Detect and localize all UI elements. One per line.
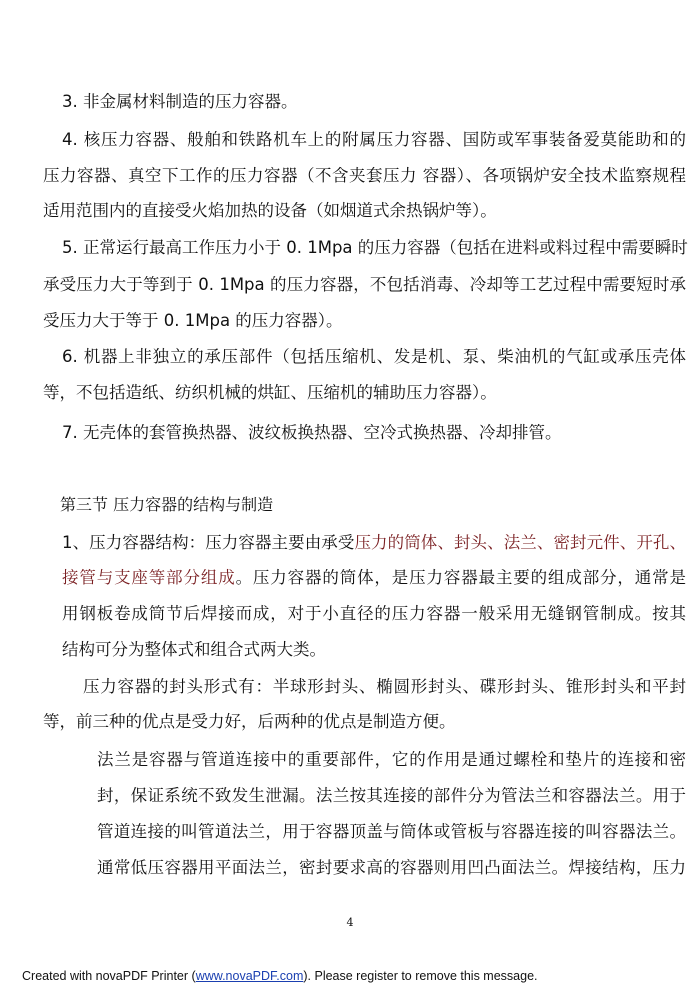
footer-text: Created with novaPDF Printer ( bbox=[22, 969, 196, 983]
list-item-5-line: 承受压力大于等到于 0. 1Mpa 的压力容器，不包括消毒、冷却等工艺过程中需要短时承 bbox=[43, 275, 686, 294]
list-item-3: 3. 非金属材料制造的压力容器。 bbox=[62, 92, 298, 111]
highlighted-text: 接管与支座等部分组成 bbox=[62, 568, 236, 587]
footer-text: ). Please register to remove this message. bbox=[303, 969, 538, 983]
list-item-6-line: 6. 机器上非独立的承压部件（包括压缩机、发是机、泵、柴油机的气缸或承压壳体 bbox=[62, 347, 686, 366]
paragraph-flange-line: 管道连接的叫管道法兰，用于容器顶盖与筒体或管板与容器连接的叫容器法兰。 bbox=[97, 822, 686, 841]
paragraph-flange-line: 通常低压容器用平面法兰，密封要求高的容器则用凹凸面法兰。焊接结构，压力 bbox=[97, 858, 686, 877]
section-heading: 第三节 压力容器的结构与制造 bbox=[60, 495, 274, 514]
list-item-4-line: 适用范围内的直接受火焰加热的设备（如烟道式余热锅炉等）。 bbox=[43, 201, 497, 220]
paragraph-flange-line: 法兰是容器与管道连接中的重要部件，它的作用是通过螺栓和垫片的连接和密 bbox=[97, 750, 686, 769]
list-item-6-line: 等，不包括造纸、纺织机械的烘缸、压缩机的辅助压力容器）。 bbox=[43, 383, 497, 402]
paragraph-heads-line: 压力容器的封头形式有：半球形封头、椭圆形封头、碟形封头、锥形封头和平封 bbox=[83, 677, 686, 696]
paragraph-structure-line: 用钢板卷成筒节后焊接而成，对于小直径的压力容器一般采用无缝钢管制成。按其 bbox=[62, 604, 686, 623]
page-number: 4 bbox=[346, 916, 354, 929]
text: 。压力容器的筒体，是压力容器最主要的组成部分，通常是 bbox=[235, 568, 687, 587]
paragraph-flange-line: 封，保证系统不致发生泄漏。法兰按其连接的部件分为管法兰和容器法兰。用于 bbox=[97, 786, 686, 805]
novapdf-link[interactable]: www.novaPDF.com bbox=[195, 969, 304, 983]
list-item-5-line: 5. 正常运行最高工作压力小于 0. 1Mpa 的压力容器（包括在进料或料过程中需要瞬时 bbox=[62, 238, 688, 257]
list-item-5-line: 受压力大于等于 0. 1Mpa 的压力容器）。 bbox=[43, 311, 343, 330]
list-item-7: 7. 无壳体的套管换热器、波纹板换热器、空冷式换热器、冷却排管。 bbox=[62, 423, 562, 442]
watermark-footer bbox=[22, 969, 538, 983]
text: 1、压力容器结构：压力容器主要由承受 bbox=[62, 533, 355, 552]
paragraph-structure-line: 结构可分为整体式和组合式两大类。 bbox=[62, 640, 326, 659]
list-item-4-line: 压力容器、真空下工作的压力容器（不含夹套压力 容器）、各项锅炉安全技术监察规程 bbox=[43, 166, 686, 185]
paragraph-structure-line bbox=[62, 567, 686, 589]
list-item-4-line: 4. 核压力容器、般舶和铁路机车上的附属压力容器、国防或军事装备爱莫能助和的 bbox=[62, 130, 686, 149]
paragraph-heads-line: 等，前三种的优点是受力好，后两种的优点是制造方便。 bbox=[43, 712, 456, 731]
highlighted-text: 压力的筒体、封头、法兰、密封元件、开孔、 bbox=[354, 533, 687, 552]
paragraph-structure-line bbox=[62, 532, 686, 554]
